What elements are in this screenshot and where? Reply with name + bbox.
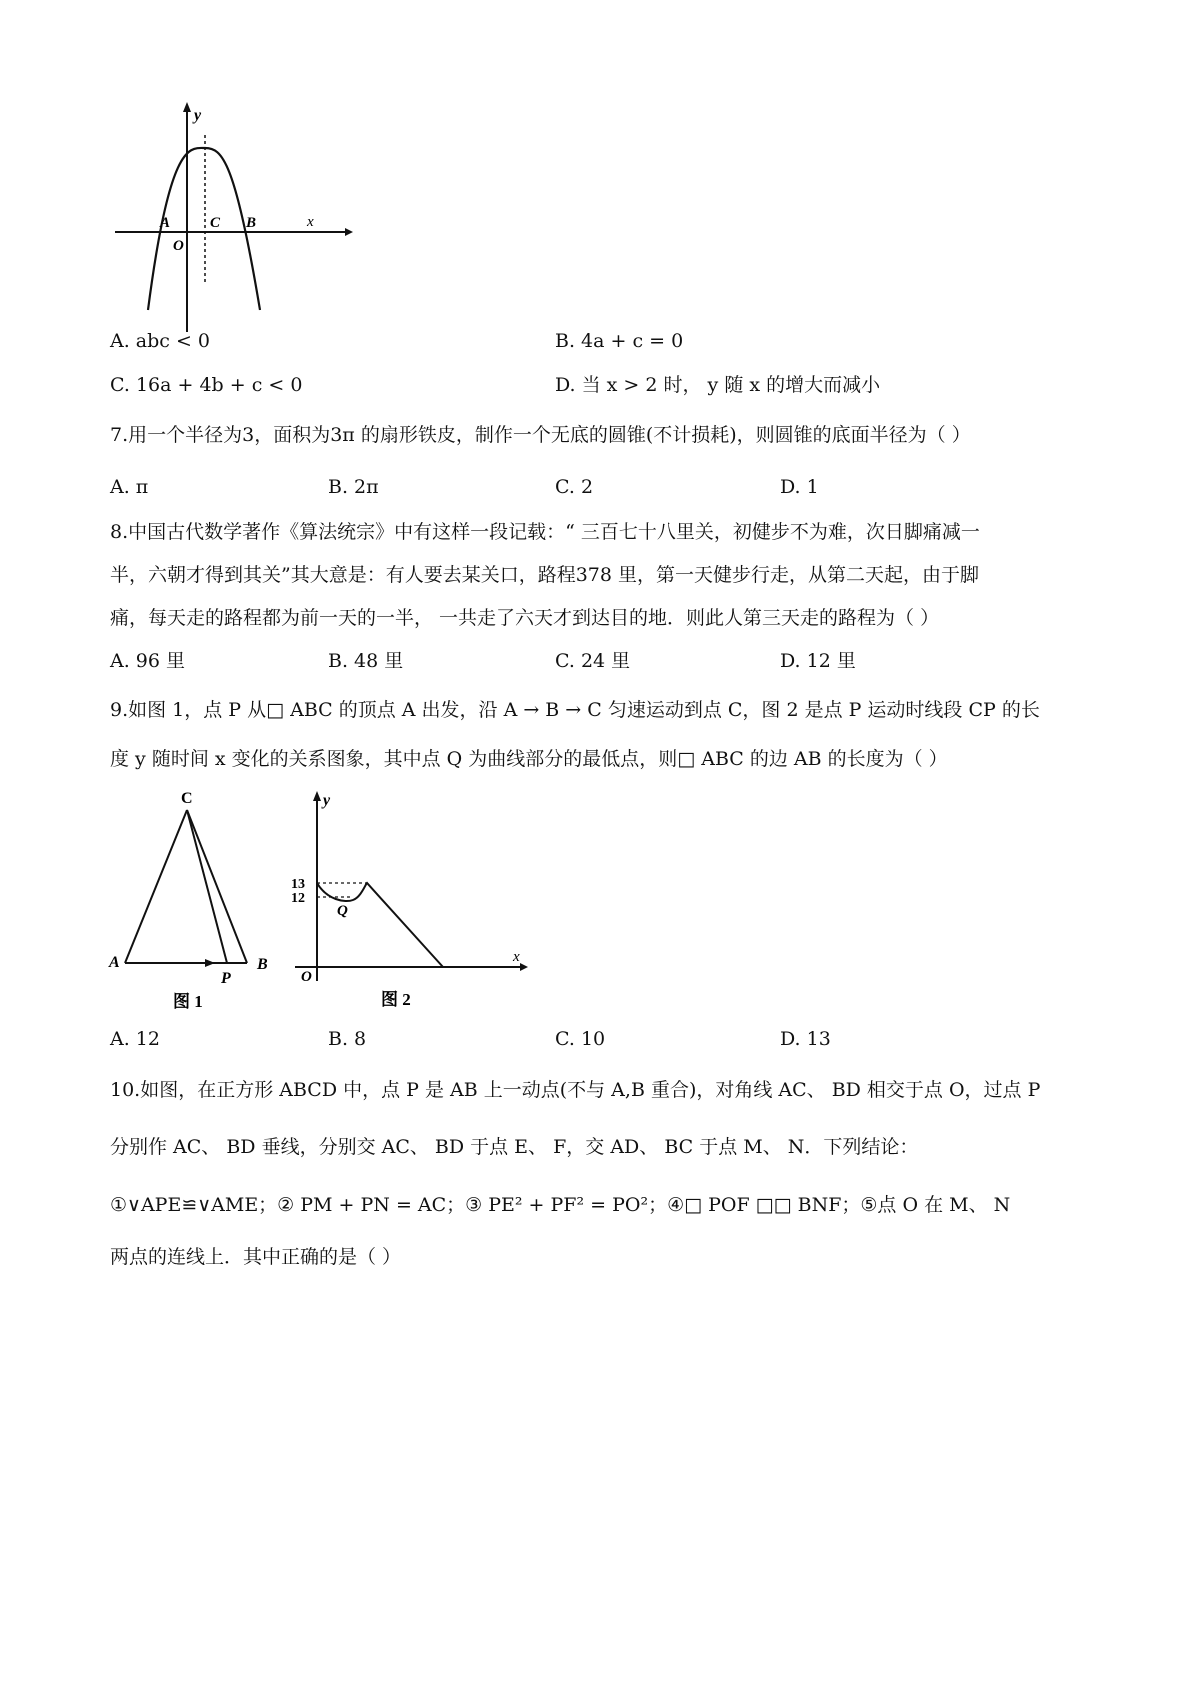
q8-option-a: A. 96 里 [110, 650, 186, 672]
label-B: B [257, 956, 268, 973]
side-cb [187, 810, 247, 963]
q8-line-3: 痛，每天走的路程都为前一天的一半， 一共走了六天才到达目的地．则此人第三天走的路程为（ ） [110, 607, 940, 629]
label-A: A [160, 215, 171, 231]
q10-line-3: ①∨APE≌∨AME；② PM + PN = AC；③ PE² + PF² = PO²；④□ POF □□ BNF；⑤点 O 在 M、 N [110, 1194, 1011, 1216]
label-y: y [323, 792, 331, 809]
q7-option-a: A. π [110, 476, 149, 498]
figure-2-graph [285, 785, 535, 1015]
x-axis-arrow [345, 228, 353, 236]
y-axis-arrow [313, 791, 321, 801]
label-x: x [513, 949, 520, 965]
label-C: C [210, 215, 221, 231]
q10-line-2: 分别作 AC、 BD 垂线，分别交 AC、 BD 于点 E、 F，交 AD、 BC 于点 M、 N．下列结论： [110, 1136, 919, 1158]
side-ca [125, 810, 187, 963]
tick-13: 13 [291, 877, 305, 892]
q7-option-c: C. 2 [555, 476, 594, 498]
label-Q: Q [337, 903, 348, 919]
q7-stem: 7.用一个半径为3，面积为3π 的扇形铁皮，制作一个无底的圆锥(不计损耗)，则圆锥的底面半径为（ ） [110, 424, 971, 446]
direction-arrow [205, 959, 215, 967]
q6-option-d: D. 当 x > 2 时， y 随 x 的增大而减小 [555, 374, 881, 396]
q9-option-d: D. 13 [780, 1028, 831, 1050]
y-axis-arrow [183, 102, 191, 112]
q8-option-b: B. 48 里 [328, 650, 404, 672]
q8-line-1: 8.中国古代数学著作《算法统宗》中有这样一段记载：“ 三百七十八里关，初健步不为难，次日脚痛减一 [110, 521, 980, 543]
q9-option-c: C. 10 [555, 1028, 606, 1050]
q7-option-d: D. 1 [780, 476, 819, 498]
parabola-figure [110, 100, 360, 340]
q9-option-a: A. 12 [110, 1028, 160, 1050]
q6-option-c: C. 16a + 4b + c < 0 [110, 374, 303, 396]
q9-line-1: 9.如图 1，点 P 从□ ABC 的顶点 A 出发，沿 A → B → C 匀速运动到点 C，图 2 是点 P 运动时线段 CP 的长 [110, 699, 1040, 721]
caption-fig-1: 图 1 [173, 992, 203, 1011]
caption-fig-2: 图 2 [381, 990, 411, 1009]
segment-cp [187, 810, 227, 963]
q7-option-b: B. 2π [328, 476, 379, 498]
label-y: y [194, 107, 202, 124]
label-P: P [221, 970, 231, 987]
q8-option-c: C. 24 里 [555, 650, 631, 672]
q6-option-b: B. 4a + c = 0 [555, 330, 684, 352]
q8-option-d: D. 12 里 [780, 650, 856, 672]
label-C: C [181, 790, 193, 807]
label-A: A [109, 954, 120, 971]
q6-option-a: A. abc < 0 [110, 330, 211, 352]
tick-12: 12 [291, 891, 305, 906]
label-B: B [246, 215, 257, 231]
q9-option-b: B. 8 [328, 1028, 367, 1050]
graph-curve [317, 883, 443, 967]
q10-line-1: 10.如图，在正方形 ABCD 中，点 P 是 AB 上一动点(不与 A,B 重合)，对角线 AC、 BD 相交于点 O，过点 P [110, 1079, 1041, 1101]
label-x: x [307, 214, 314, 230]
q8-line-2: 半，六朝才得到其关”其大意是：有人要去某关口，路程378 里，第一天健步行走，从第二天起，由于脚 [110, 564, 980, 586]
label-O: O [173, 238, 184, 254]
x-axis-arrow [520, 963, 528, 971]
label-O: O [301, 969, 312, 985]
figure-1-triangle [105, 785, 295, 1015]
q9-line-2: 度 y 随时间 x 变化的关系图象，其中点 Q 为曲线部分的最低点，则□ ABC 的边 AB 的长度为（ ） [110, 748, 948, 770]
q10-line-4: 两点的连线上．其中正确的是（ ） [110, 1246, 402, 1268]
